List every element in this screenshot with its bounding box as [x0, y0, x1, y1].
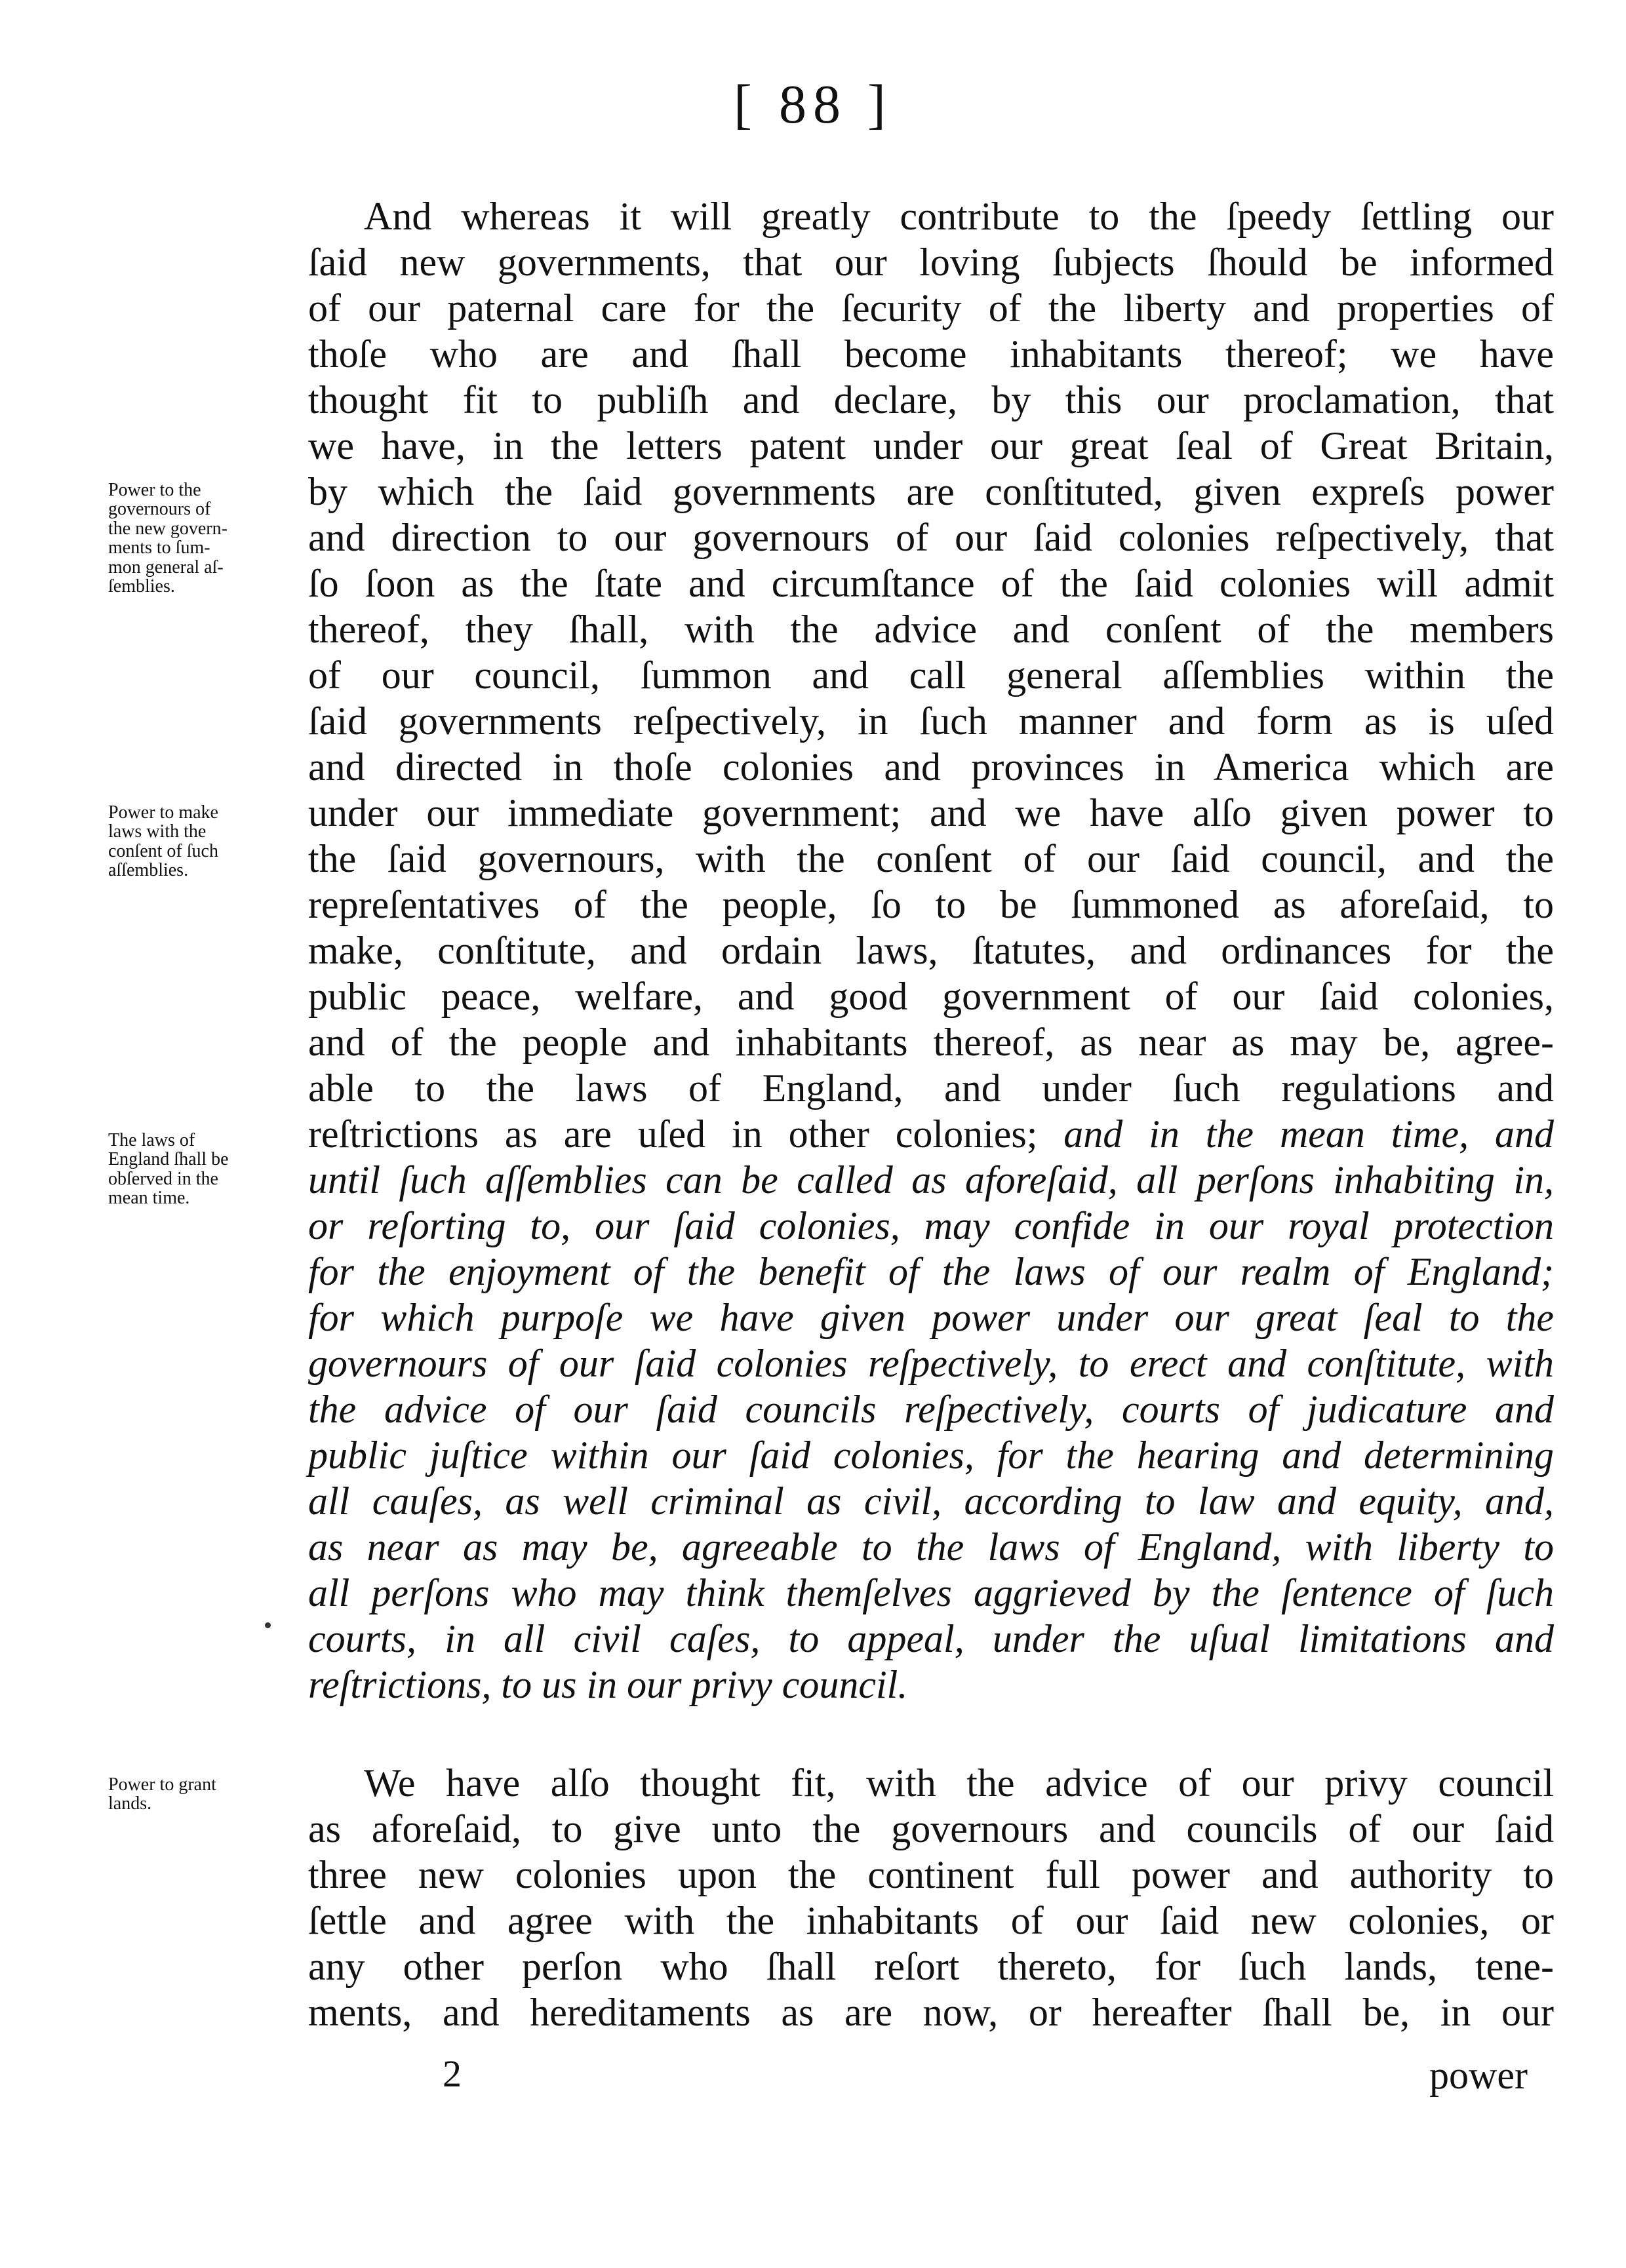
marginal-note-make-laws [108, 803, 305, 880]
text-line: ſaid new governments, that our loving ſubjects ſhould be informed [308, 241, 1554, 284]
text-line: repreſentatives of the people, ſo to be ſummoned as aforeſaid, to [308, 883, 1554, 926]
note-line: the new govern- [108, 518, 228, 539]
italic-text-line: for which purpoſe we have given power under our great ſeal to the [308, 1296, 1554, 1339]
marginal-note-laws-of-england [108, 1131, 305, 1208]
text-line: any other perſon who ſhall reſort thereto, for ſuch lands, tene- [308, 1945, 1554, 1988]
marginal-note-governours-assemblies [108, 480, 305, 596]
note-line: obſerved in the [108, 1168, 218, 1189]
italic-text-line: as near as may be, agreeable to the laws of England, with liberty to [308, 1525, 1554, 1569]
text-line: ments, and hereditaments as are now, or hereafter ſhall be, in our [308, 1991, 1554, 2034]
italic-text-line: courts, in all civil caſes, to appeal, under the uſual limitations and [308, 1617, 1554, 1660]
text-line: make, conſtitute, and ordain laws, ſtatutes, and ordinances for the [308, 929, 1554, 972]
note-line: The laws of [108, 1130, 195, 1150]
text-line: and directed in thoſe colonies and provinces in America which are [308, 745, 1554, 789]
note-line: mon general aſ- [108, 557, 224, 577]
text-line: of our paternal care for the ſecurity of the liberty and properties of [308, 286, 1554, 330]
text-line: thereof, they ſhall, with the advice and conſent of the members [308, 608, 1554, 651]
note-line: conſent of ſuch [108, 840, 218, 861]
italic-text-line: for the enjoyment of the benefit of the laws of our realm of England; [308, 1250, 1554, 1293]
note-line: Power to the [108, 480, 201, 500]
italic-text-line: all cauſes, as well criminal as civil, according to law and equity, and, [308, 1479, 1554, 1523]
text-line: ſettle and agree with the inhabitants of our ſaid new colonies, or [308, 1899, 1554, 1942]
note-line: lands. [108, 1793, 152, 1814]
mixed-text-line [308, 1114, 1554, 1154]
text-line: the ſaid governours, with the conſent of our ſaid council, and the [308, 837, 1554, 880]
text-line: public peace, welfare, and good government of our ſaid colonies, [308, 975, 1554, 1018]
signature-mark: 2 [443, 2052, 462, 2095]
note-line: ſemblies. [108, 576, 175, 596]
italic-text-line: all perſons who may think themſelves aggrieved by the ſentence of ſuch [308, 1571, 1554, 1614]
italic-text-line: until ſuch aſſemblies can be called as aforeſaid, all perſons inhabiting in, [308, 1158, 1554, 1202]
text-line: three new colonies upon the continent full power and authority to [308, 1853, 1554, 1896]
print-mark [265, 1622, 271, 1628]
text-line: we have, in the letters patent under our great ſeal of Great Britain, [308, 424, 1554, 467]
text-line: and of the people and inhabitants thereof, as near as may be, agree- [308, 1021, 1554, 1064]
italic-text-line: the advice of our ſaid councils reſpectively, courts of judicature and [308, 1388, 1554, 1431]
note-line: mean time. [108, 1188, 190, 1209]
text-line: ſaid governments reſpectively, in ſuch manner and form as is uſed [308, 699, 1554, 743]
italic-text-line: public juſtice within our ſaid colonies, for the hearing and determining [308, 1434, 1554, 1477]
text-line: and direction to our governours of our ſaid colonies reſpectively, that [308, 516, 1554, 559]
note-line: governours of [108, 499, 211, 520]
page-number: [ 88 ] [734, 74, 892, 135]
italic-text-line: governours of our ſaid colonies reſpectively, to erect and conſtitute, with [308, 1342, 1554, 1385]
note-line: Power to grant [108, 1774, 216, 1795]
roman-segment: reſtrictions as are uſed in other colonies; [308, 1112, 1038, 1156]
note-line: laws with the [108, 821, 207, 842]
text-line: by which the ſaid governments are conſtituted, given expreſs power [308, 470, 1554, 513]
text-line: as aforeſaid, to give unto the governours and councils of our ſaid [308, 1807, 1554, 1850]
text-line: under our immediate government; and we have alſo given power to [308, 791, 1554, 834]
italic-text-line: reſtrictions, to us in our privy council. [308, 1663, 908, 1706]
note-line: ments to ſum- [108, 538, 210, 558]
text-line: of our council, ſummon and call general aſſemblies within the [308, 654, 1554, 697]
note-line: aſſemblies. [108, 860, 189, 881]
marginal-note-grant-lands [108, 1775, 305, 1814]
note-line: England ſhall be [108, 1149, 229, 1170]
text-line: And whereas it will greatly contribute to the ſpeedy ſettling our [364, 195, 1554, 238]
catchword: power [1429, 2054, 1528, 2097]
italic-segment: and in the mean time, and [1063, 1112, 1555, 1156]
text-line: thoſe who are and ſhall become inhabitants thereof; we have [308, 332, 1554, 376]
text-line: We have alſo thought fit, with the advice of our privy council [364, 1761, 1554, 1805]
text-line: ſo ſoon as the ſtate and circumſtance of the ſaid colonies will admit [308, 562, 1554, 605]
text-line: able to the laws of England, and under ſuch regulations and [308, 1066, 1554, 1110]
italic-text-line: or reſorting to, our ſaid colonies, may confide in our royal protection [308, 1204, 1554, 1247]
note-line: Power to make [108, 802, 218, 823]
text-line: thought fit to publiſh and declare, by this our proclamation, that [308, 378, 1554, 421]
